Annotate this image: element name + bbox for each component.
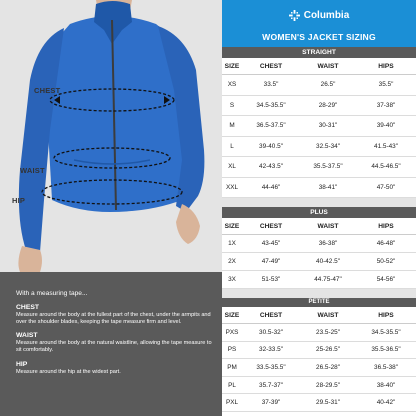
hips-cell: 39-40" — [376, 122, 396, 130]
section-petite-header: PETITE — [222, 298, 416, 307]
brand-logo — [289, 10, 350, 21]
hips-cell: 34.5-35.5" — [371, 328, 401, 336]
table-row — [222, 116, 416, 137]
waist-cell: 23.5-25" — [316, 328, 340, 336]
chest-label: CHEST — [34, 86, 61, 95]
size-cell: 2X — [228, 258, 236, 265]
hips-cell: 38-40" — [376, 381, 396, 389]
table-header — [222, 218, 416, 235]
size-cell: PXL — [225, 399, 239, 407]
chest-cell: 37-39" — [261, 399, 281, 407]
size-chart-panel — [222, 0, 416, 416]
chest-cell: 51-53" — [261, 276, 281, 283]
col-size: SIZE — [224, 222, 240, 230]
jacket-illustration-panel — [0, 0, 222, 272]
table-row — [222, 324, 416, 342]
columbia-diamond-icon — [289, 10, 300, 21]
instructions-intro: With a measuring tape... — [16, 290, 88, 297]
size-cell: PM — [227, 363, 237, 371]
chest-cell: 34.5-35.5" — [256, 101, 286, 109]
hips-cell: 50-52" — [376, 258, 396, 265]
chest-cell: 44-46" — [261, 183, 281, 191]
chest-cell: 30.5-32" — [259, 328, 283, 336]
hips-cell: 36.5-38" — [374, 363, 398, 371]
size-cell: XL — [228, 163, 236, 171]
plus-table-body — [222, 235, 416, 289]
waist-cell: 38-41" — [318, 183, 338, 191]
col-waist: WAIST — [317, 311, 339, 319]
section-plus-header: PLUS — [222, 207, 416, 218]
col-chest: CHEST — [259, 311, 283, 319]
chest-cell: 43-45" — [261, 240, 281, 247]
waist-cell: 29.5-31" — [316, 399, 340, 407]
size-cell: PS — [227, 346, 237, 354]
section-gap — [222, 289, 416, 298]
col-waist: WAIST — [317, 62, 339, 70]
chest-cell: 47-49" — [261, 258, 281, 265]
hips-cell: 54-56" — [376, 276, 396, 283]
waist-cell: 30-31" — [318, 122, 338, 130]
waist-cell: 26.5-28" — [316, 363, 340, 371]
chest-text: Measure around the body at the fullest part of the chest, under the armpits and over the shoulder blades, keeping the tape measure firm and level. — [16, 311, 211, 326]
hip-heading: HIP — [16, 360, 28, 368]
chest-heading: CHEST — [16, 304, 40, 311]
waist-cell: 40-42.5" — [316, 258, 340, 265]
hips-cell: 37-38" — [376, 101, 396, 109]
hips-cell: 47-50" — [376, 183, 396, 191]
chest-cell: 33.5" — [263, 81, 279, 89]
table-header — [222, 307, 416, 324]
size-cell: PL — [228, 381, 236, 389]
col-chest: CHEST — [259, 62, 283, 70]
chest-cell: 39-40.5" — [259, 142, 283, 150]
table-row — [222, 157, 416, 178]
col-hips: HIPS — [378, 62, 394, 70]
hips-cell: 44.5-46.5" — [371, 163, 401, 171]
size-cell: PXS — [225, 328, 239, 336]
waist-heading: WAIST — [16, 332, 38, 340]
waist-cell: 35.5-37.5" — [313, 163, 343, 171]
hips-cell: 40-42" — [376, 399, 396, 407]
size-cell: 1X — [228, 240, 236, 247]
chest-cell: 35.7-37" — [259, 381, 283, 389]
hips-cell: 35.5" — [378, 81, 394, 89]
table-row — [222, 178, 416, 199]
brand-header — [222, 0, 416, 47]
col-hips: HIPS — [378, 311, 394, 319]
col-size: SIZE — [224, 62, 240, 70]
table-row — [222, 75, 416, 96]
waist-text: Measure around the body at the natural waistline, allowing the tape measure to sit comfortably. — [16, 340, 212, 354]
waist-cell: 44.75-47" — [314, 276, 342, 283]
table-row — [222, 253, 416, 271]
section-straight-header: STRAIGHT — [222, 47, 416, 58]
size-cell: 3X — [228, 276, 236, 283]
brand-name: Columbia — [303, 10, 350, 21]
col-hips: HIPS — [378, 222, 394, 230]
waist-cell: 26.5" — [320, 81, 336, 89]
size-cell: M — [229, 122, 235, 130]
straight-table-body — [222, 75, 416, 198]
waist-cell: 28-29" — [318, 101, 338, 109]
table-header — [222, 58, 416, 75]
col-waist: WAIST — [317, 222, 339, 230]
hips-cell: 35.5-36.5" — [371, 346, 401, 354]
table-row — [222, 271, 416, 289]
size-cell: XXL — [225, 183, 239, 191]
hip-label: HIP — [12, 196, 26, 205]
col-chest: CHEST — [259, 222, 283, 230]
waist-cell: 28-29.5" — [316, 381, 340, 389]
table-row — [222, 96, 416, 117]
waist-cell: 36-38" — [318, 240, 338, 247]
col-size: SIZE — [224, 311, 240, 319]
waist-cell: 25-26.5" — [316, 346, 340, 354]
jacket-illustration — [0, 0, 222, 272]
hips-cell: 46-48" — [376, 240, 396, 247]
table-row — [222, 342, 416, 360]
table-row — [222, 359, 416, 377]
table-row — [222, 377, 416, 395]
section-gap — [222, 198, 416, 207]
size-cell: L — [230, 142, 234, 150]
chest-cell: 42-43.5" — [259, 163, 283, 171]
table-row — [222, 235, 416, 253]
table-row — [222, 394, 416, 412]
petite-table-body — [222, 324, 416, 412]
waist-label: WAIST — [20, 166, 45, 175]
size-cell: S — [229, 101, 235, 109]
chest-cell: 33.5-35.5" — [256, 363, 286, 371]
hip-text: Measure around the hip at the widest part. — [16, 368, 121, 375]
measuring-instructions — [0, 272, 222, 416]
size-cell: XS — [227, 81, 237, 89]
table-row — [222, 137, 416, 158]
chest-cell: 36.5-37.5" — [256, 122, 286, 130]
waist-cell: 32.5-34" — [316, 142, 340, 150]
hips-cell: 41.5-43" — [374, 142, 398, 150]
chest-cell: 32-33.5" — [259, 346, 283, 354]
chart-title: WOMEN'S JACKET SIZING — [262, 32, 376, 42]
